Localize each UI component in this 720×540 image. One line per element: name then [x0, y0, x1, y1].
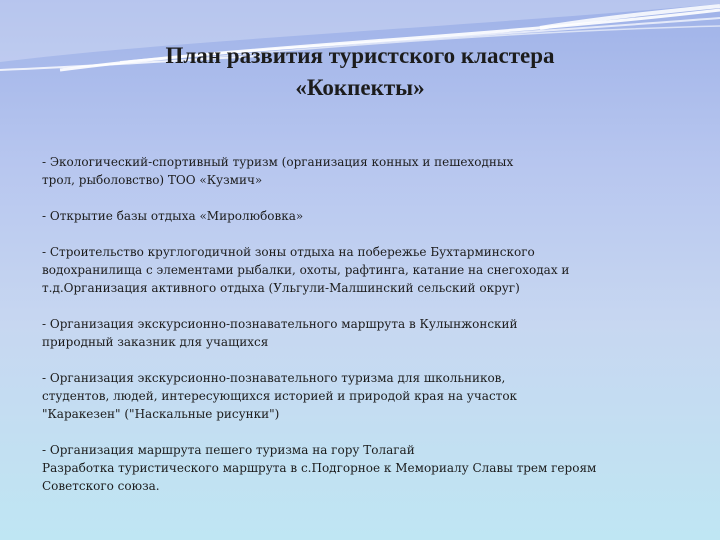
paragraph-year-round-zone	[42, 243, 682, 297]
text-line: - Организация маршрута пешего туризма на гору Толагай	[42, 443, 415, 457]
text-line: Советского союза.	[42, 479, 160, 493]
paragraph-recreation-base	[42, 207, 682, 225]
text-line: "Каракезен" ("Наскальные рисунки")	[42, 407, 280, 421]
text-line: - Организация экскурсионно-познавательного маршрута в Кулынжонский	[42, 317, 518, 331]
text-line: - Строительство круглогодичной зоны отдыха на побережье Бухтарминского	[42, 245, 535, 259]
slide-body	[42, 153, 682, 513]
title-line-2: «Кокпекты»	[295, 75, 425, 100]
slide-title	[0, 40, 720, 104]
text-line: водохранилища с элементами рыбалки, охоты, рафтинга, катание на снегоходах и	[42, 263, 570, 277]
paragraph-eco-tourism	[42, 153, 682, 189]
title-line-1: План развития туристского кластера	[165, 43, 555, 68]
paragraph-nature-reserve-route	[42, 315, 682, 351]
text-line: Разработка туристического маршрута в с.Подгорное к Мемориалу Славы трем героям	[42, 461, 597, 475]
text-line: - Открытие базы отдыха «Миролюбовка»	[42, 209, 304, 223]
text-line: трол, рыболовство) ТОО «Кузмич»	[42, 173, 263, 187]
paragraph-excursion-tourism	[42, 369, 682, 423]
paragraph-hiking-route	[42, 441, 682, 495]
text-line: - Организация экскурсионно-познавательного туризма для школьников,	[42, 371, 506, 385]
text-line: т.д.Организация активного отдыха (Ульгули-Малшинский сельский округ)	[42, 281, 520, 295]
text-line: природный заказник для учащихся	[42, 335, 269, 349]
text-line: студентов, людей, интересующихся историей и природой края на участок	[42, 389, 518, 403]
text-line: - Экологический-спортивный туризм (организация конных и пешеходных	[42, 155, 514, 169]
